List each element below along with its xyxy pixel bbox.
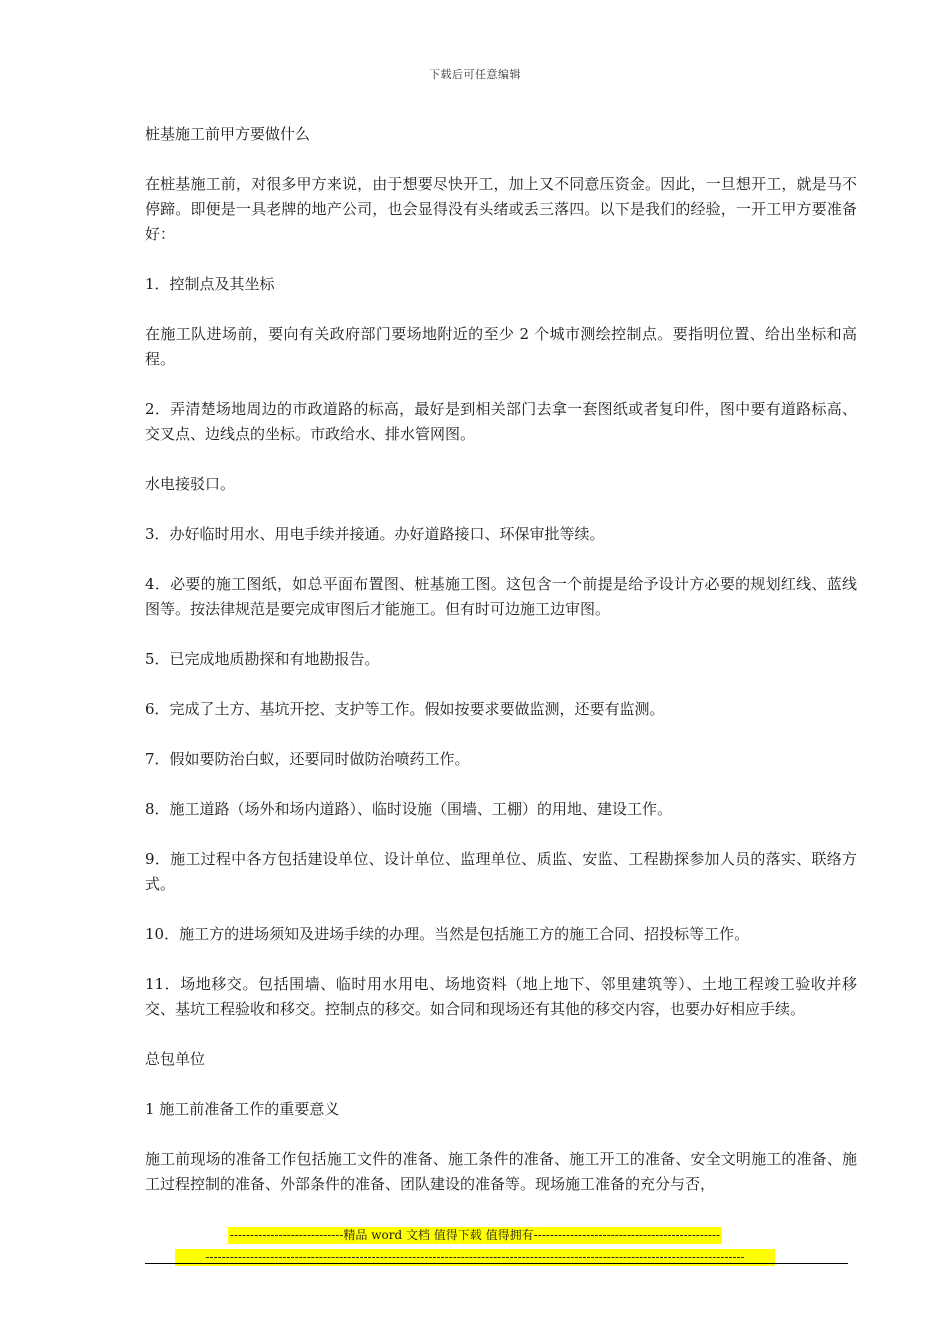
item-3: 3．办好临时用水、用电手续并接通。办好道路接口、环保审批等续。 [145, 525, 605, 543]
item-4: 4．必要的施工图纸，如总平面布置图、桩基施工图。这包含一个前提是给予设计方必要的规划红线、蓝线图等。按法律规范是要完成审图后才能施工。但有时可边施工边审图。 [145, 575, 857, 618]
subsection-body: 施工前现场的准备工作包括施工文件的准备、施工条件的准备、施工开工的准备、安全文明施工的准备、施工过程控制的准备、外部条件的准备、团队建设的准备等。现场施工准备的充分与否， [145, 1150, 857, 1193]
section-heading-contractor: 总包单位 [145, 1050, 206, 1068]
item-7: 7．假如要防治白蚁，还要同时做防治喷药工作。 [145, 750, 470, 768]
item-8: 8．施工道路（场外和场内道路）、临时设施（围墙、工棚）的用地、建设工作。 [145, 800, 673, 818]
item-1-body: 在施工队进场前，要向有关政府部门要场地附近的至少 2 个城市测绘控制点。要指明位置、给出坐标和高程。 [145, 325, 857, 368]
item-10: 10．施工方的进场须知及进场手续的办理。当然是包括施工方的施工合同、招投标等工作。 [145, 925, 750, 943]
item-1-heading: 1．控制点及其坐标 [145, 275, 275, 293]
footer-promo-line: ----------------------------精品 word 文档 值得下载 值得拥有---------------------------------------------- [229, 1228, 721, 1242]
item-2: 2．弄清楚场地周边的市政道路的标高，最好是到相关部门去拿一套图纸或者复印件，图中要有道路标高、交叉点、边线点的坐标。市政给水、排水管网图。 [145, 400, 857, 443]
footer-divider [145, 1263, 848, 1264]
item-9: 9．施工过程中各方包括建设单位、设计单位、监理单位、质监、安监、工程勘探参加人员的落实、联络方式。 [145, 850, 857, 893]
document-body [145, 122, 857, 1222]
intro-paragraph: 在桩基施工前，对很多甲方来说，由于想要尽快开工，加上又不同意压资金。因此，一旦想开工，就是马不停蹄。即便是一具老牌的地产公司，也会显得没有头绪或丢三落四。以下是我们的经验，一开工甲方要准备好： [145, 175, 857, 243]
item-11: 11．场地移交。包括围墙、临时用水用电、场地资料（地上地下、邻里建筑等）、土地工程竣工验收并移交、基坑工程验收和移交。控制点的移交。如合同和现场还有其他的移交内容，也要办好相应手续。 [145, 975, 857, 1018]
water-electric-note: 水电接驳口。 [145, 475, 236, 493]
page-header: 下载后可任意编辑 [429, 68, 521, 81]
item-6: 6．完成了土方、基坑开挖、支护等工作。假如按要求要做监测，还要有监测。 [145, 700, 665, 718]
document-title: 桩基施工前甲方要做什么 [145, 125, 311, 143]
footer-banner [0, 1227, 950, 1271]
item-5: 5．已完成地质勘探和有地勘报告。 [145, 650, 380, 668]
subsection-heading: 1 施工前准备工作的重要意义 [145, 1100, 340, 1118]
footer-dash-line: ------------------------------------------------------------------------------------------------------------------------------------- [175, 1249, 775, 1266]
